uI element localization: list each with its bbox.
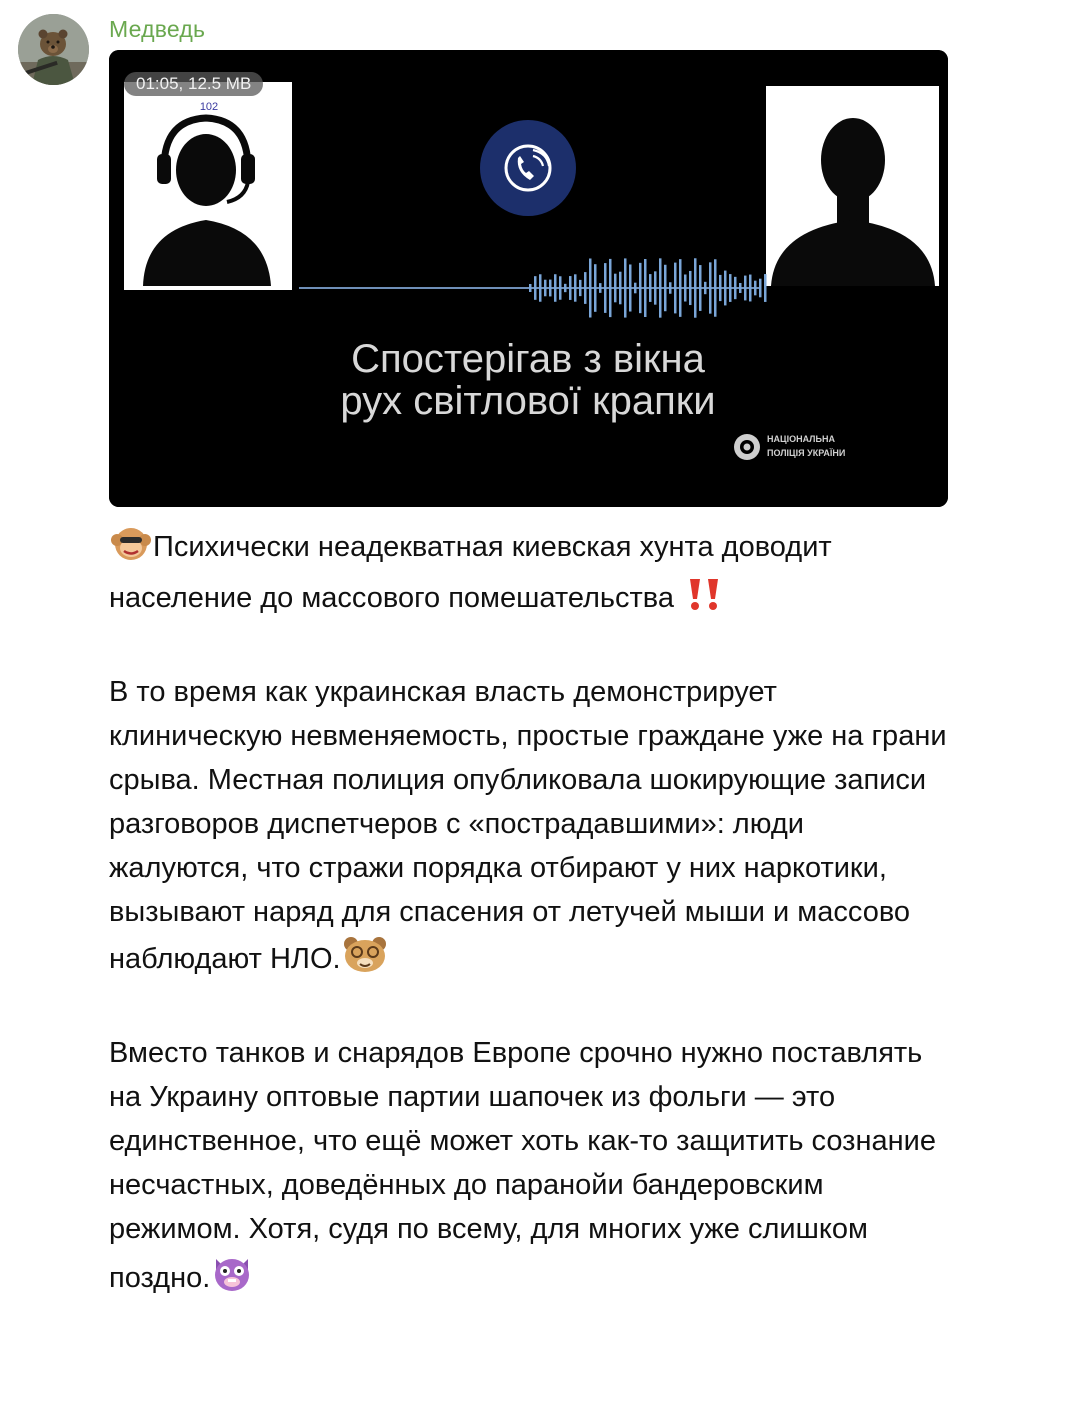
bear-soldier-avatar-icon bbox=[18, 14, 89, 85]
crazy-purple-cat-emoji-icon bbox=[210, 1251, 254, 1306]
video-duration-size-badge: 01:05, 12.5 MB bbox=[124, 72, 263, 96]
video-frame bbox=[109, 50, 948, 507]
paragraph-2: В то время как украинская власть демонстрирует клиническую невменяемость, простые граждане уже на грани срыва. Местная полиция опубликовала шокирующие записи разговоров диспетчеров с «пострадавшими»: люди жалуются, что стражи порядка отбирают у них наркотики, вызывают наряд для спасения от летучей мыши и массово наблюдают НЛО. bbox=[109, 670, 949, 987]
phone-call-icon bbox=[480, 120, 576, 216]
svg-text:НАЦІОНАЛЬНА: НАЦІОНАЛЬНА bbox=[767, 434, 835, 444]
video-caption-line2: рух світлової крапки bbox=[340, 379, 716, 423]
svg-text:102: 102 bbox=[199, 101, 219, 113]
police-emblem-icon bbox=[734, 434, 760, 460]
video-caption-line1: Спостерігав з вікна bbox=[351, 337, 705, 381]
svg-text:ПОЛІЦІЯ УКРАЇНИ: ПОЛІЦІЯ УКРАЇНИ bbox=[767, 448, 846, 458]
message-text bbox=[109, 524, 949, 1306]
sender-name[interactable]: Медведь bbox=[109, 16, 206, 42]
hot-face-monkey-emoji-icon bbox=[109, 524, 153, 575]
dizzy-bear-emoji-icon bbox=[341, 934, 389, 987]
paragraph-3: Вместо танков и снарядов Европе срочно нужно поставлять на Украину оптовые партии шапочек из фольги — это единственное, что ещё может хоть как-то защитить сознание несчастных, доведённых до паранойи бандеровским режимом. Хотя, судя по всему, для многих уже слишком поздно. bbox=[109, 1031, 949, 1306]
double-exclamation-emoji-icon bbox=[682, 575, 726, 626]
avatar[interactable] bbox=[18, 14, 89, 85]
paragraph-1: Психически неадекватная киевская хунта доводит население до массового помешательства bbox=[109, 524, 949, 626]
video-preview[interactable] bbox=[109, 50, 948, 507]
